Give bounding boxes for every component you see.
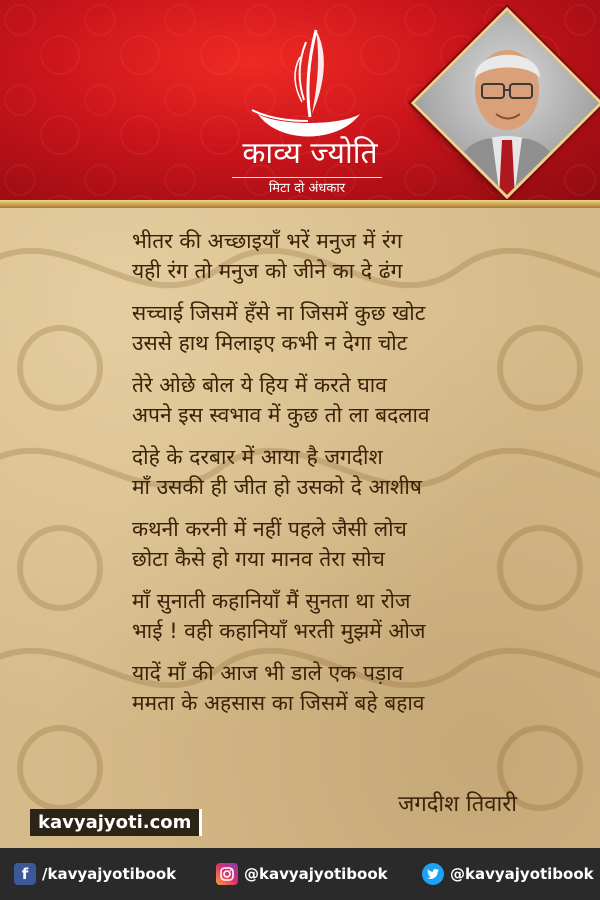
header-gold-border [0, 200, 600, 208]
stanza [132, 658, 512, 718]
poem-line: यही रंग तो मनुज को जीने का दे ढंग [132, 259, 403, 283]
twitter-handle: @kavyajyotibook [450, 865, 594, 883]
stanza [132, 298, 512, 358]
logo-tagline: मिटा दो अंधकार [232, 177, 382, 197]
author-signature: जगदीश तिवारी [398, 792, 517, 817]
facebook-icon: f [14, 863, 36, 885]
website-link[interactable]: kavyajyoti.com [30, 809, 202, 836]
poem-line: ममता के अहसास का जिसमें बहे बहाव [132, 691, 425, 715]
header-banner [0, 0, 600, 205]
poem-panel [0, 208, 600, 848]
poem-line: सच्चाई जिसमें हँसे ना जिसमें कुछ खोट [132, 301, 426, 325]
poem-line: यादें माँ की आज भी डाले एक पड़ाव [132, 661, 404, 685]
poem-line: तेरे ओछे बोल ये हिय में करते घाव [132, 373, 387, 397]
poem-line: दोहे के दरबार में आया है जगदीश [132, 445, 383, 469]
facebook-link[interactable] [14, 861, 176, 887]
stanza [132, 586, 512, 646]
instagram-handle: @kavyajyotibook [244, 865, 388, 883]
poem-line: माँ उसकी ही जीत हो उसको दे आशीष [132, 475, 422, 499]
poem-text [132, 226, 512, 718]
poem-line: उससे हाथ मिलाइए कभी न देगा चोट [132, 331, 408, 355]
instagram-link[interactable] [216, 861, 388, 887]
social-footer [0, 848, 600, 900]
poem-line: अपने इस स्वभाव में कुछ तो ला बदलाव [132, 403, 430, 427]
logo-title: काव्य ज्योति [242, 136, 378, 171]
poem-line: माँ सुनाती कहानियाँ मैं सुनता था रोज [132, 589, 411, 613]
poem-line: भीतर की अच्छाइयाँ भरें मनुज में रंग [132, 229, 403, 253]
poem-line: छोटा कैसे हो गया मानव तेरा सोच [132, 547, 385, 571]
stanza [132, 370, 512, 430]
facebook-handle: /kavyajyotibook [42, 865, 177, 883]
stanza [132, 226, 512, 286]
twitter-link[interactable] [422, 861, 594, 887]
twitter-icon [422, 863, 444, 885]
instagram-icon [216, 863, 238, 885]
poem-line: कथनी करनी में नहीं पहले जैसी लोच [132, 517, 407, 541]
lamp-quill-logo-icon [248, 22, 368, 147]
poem-line: भाई ! वही कहानियाँ भरती मुझमें ओज [132, 619, 426, 643]
stanza [132, 442, 512, 502]
stanza [132, 514, 512, 574]
